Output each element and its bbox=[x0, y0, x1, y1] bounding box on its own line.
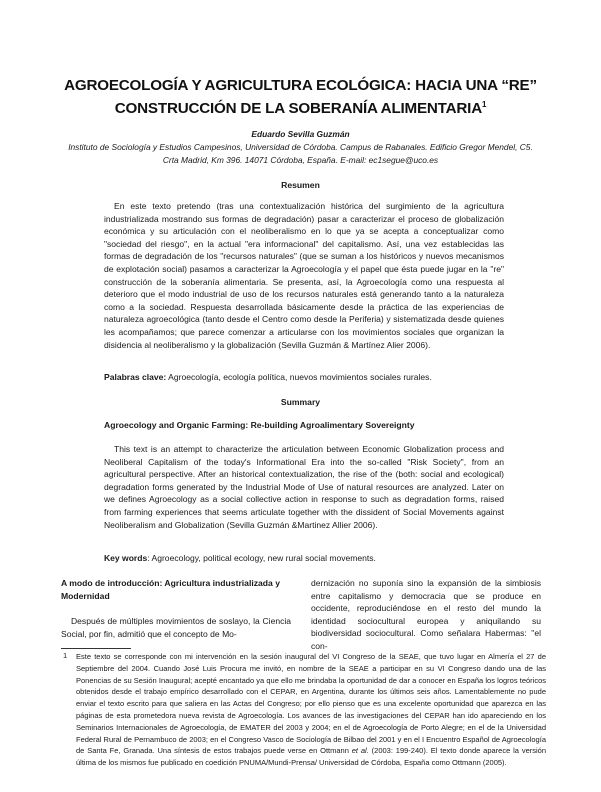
resumen-keywords bbox=[104, 372, 504, 382]
introduction-column-2 bbox=[311, 577, 541, 653]
author-name: Eduardo Sevilla Guzmán bbox=[251, 129, 350, 139]
footnote-text bbox=[76, 651, 546, 769]
keywords-label: Palabras clave: bbox=[104, 372, 167, 382]
title-footnote-marker[interactable]: 1 bbox=[481, 100, 487, 109]
key-words-value: : Agroecology, political ecology, new rural social movements. bbox=[147, 553, 376, 563]
summary-abstract bbox=[104, 443, 504, 531]
summary-body: This text is an attempt to characterize the articulation between Economic Globalization process and Neoliberal Capitalism of the today's Informational Era into the so-called "Risk Society", from an agricultural perspective. After an historical contextualization, the rise of the (both: social and ecological) degradation forms generated by the Industrial Mode of Use of natural resources are analyzed. Later on we defines Agroecology as a social collective action in response to such as degradation forms, raised from farming experiences that seems articulate together with the dissident of Social Movements against Neoliberalism and Globalization (Sevilla Guzmán &Martinez Allier 2006). bbox=[104, 444, 504, 530]
author-affiliation bbox=[40, 141, 561, 166]
resumen-body: En este texto pretendo (tras una contextualización histórica del surgimiento de la agricultura industrializada mostrando sus formas de degradación) pasar a caracterizar el proceso de globalización económica y su articulación con el neoliberalismo en lo que ya se acepta a conceptualizar como "sociedad del riesgo", en la actual "era informacional" del capitalismo. Así, una vez establecidas las formas de degradación de los "recursos naturales" (que se suman a los históricos y nuevos mecanismos de explotación social) pasamos a caracterizar la Agroecología y el papel que ésta puede jugar en la "re" construcción de la soberanía alimentaria. Se presenta, así, la Agroecología como una respuesta al deterioro que el modo industrial de uso de los recursos naturales está generando tanto a la naturaleza como a la sociedad. Respuesta desarrollada básicamente desde la práctica de las experiencias de naturaleza agroecológica (tanto desde el Centro como desde la Periferia) y sistematizada desde quienes les acompañamos; que parece comenzar a articularse con los movimientos sociales que organizan la disidencia al neoliberalismo y la globalización (Sevilla Guzmán & Martínez Alier 2006). bbox=[104, 201, 504, 350]
article-title bbox=[40, 76, 561, 118]
key-words-label: Key words bbox=[104, 553, 148, 563]
introduction-column-1 bbox=[61, 615, 291, 640]
title-line-1: AGROECOLOGÍA Y AGRICULTURA ECOLÓGICA: HACIA UNA “RE” bbox=[64, 77, 537, 94]
keywords-value: Agroecología, ecología política, nuevos movimientos sociales rurales. bbox=[166, 372, 432, 382]
column-1-text: Después de múltiples movimientos de soslayo, la Ciencia Social, por fin, admitió que el concepto de Mo- bbox=[61, 616, 291, 639]
footnote-text-part-1: Este texto se corresponde con mi intervención en la sesión inaugural del VI Congreso de la SEAE, que tuvo lugar en Almería el 27 de Septiembre del 2004. Cuando José Luis Procura me invitó, en nombre de la SEAE a participar en su VI Congreso dando una de las Ponencias de su Sesión Inaugural; acepté encantado ya que ello me brindaba la oportunidad de dar a conocer en España los logros teóricos obtenidos desde el trabajo empírico desarrollado con el CEPAR, en Argentina, durante los últimos seis años. Lamentablemente no pude enviar el texto escrito para que saliera en las Actas del Congreso; por ello pienso que es una excelente oportunidad que aparezca en las páginas de esta prometedora nueva revista de Agroecología. Los avances de las investigaciones del CEPAR han ido apareciendo en los Seminarios Internacionales de Agroecología, de EMATER del 2003 y 2004; en el de Agroecología de Porto Alegre; en el de la Universidad Federal Rural de Pernambuco de 2003; en el Congreso Vasco de Sociología de Bilbao del 2001 y en el I Encuentro Español de Agroecología de Santa Fe, Granada. Una síntesis de estos trabajos puede verse en Ottmann bbox=[76, 652, 546, 756]
affiliation-line-2: Crta Madrid, Km 396. 14071 Córdoba, España. E-mail: ec1segue@uco.es bbox=[162, 154, 439, 165]
footnote-et-al: et al. bbox=[351, 746, 369, 756]
summary-english-title: Agroecology and Organic Farming: Re-building Agroalimentary Sovereignty bbox=[104, 420, 415, 430]
footnote-number: 1 bbox=[63, 651, 68, 660]
title-line-2: CONSTRUCCIÓN DE LA SOBERANÍA ALIMENTARIA bbox=[114, 100, 482, 117]
column-2-text: dernización no suponía sino la expansión de la simbiosis entre capitalismo y democracia que se produce en occidente, reproduciéndose en el resto del mundo la identidad sociocultural europea y aniquilando su biodiversidad sociocultural. Como señalara Habermas: "el con- bbox=[311, 578, 541, 651]
footnote-divider bbox=[61, 648, 131, 649]
resumen-heading: Resumen bbox=[281, 180, 320, 190]
resumen-abstract bbox=[104, 200, 504, 351]
footnote-text-part-2: (2003: 199-240). El texto donde aparece la versión última de los mismos fue publicado en coedición PNUMA/Mundi-Prensa/ Universidad de Córdoba, España como Ottmann (2005). bbox=[76, 746, 546, 768]
affiliation-line-1: Instituto de Sociología y Estudios Campesinos, Universidad de Córdoba. Campus de Rabanales. Edificio Gregor Mendel, C5. bbox=[68, 142, 533, 152]
introduction-heading: A modo de introducción: Agricultura industrializada y Modernidad bbox=[61, 578, 280, 601]
summary-keywords bbox=[104, 553, 504, 563]
summary-heading: Summary bbox=[280, 397, 321, 407]
